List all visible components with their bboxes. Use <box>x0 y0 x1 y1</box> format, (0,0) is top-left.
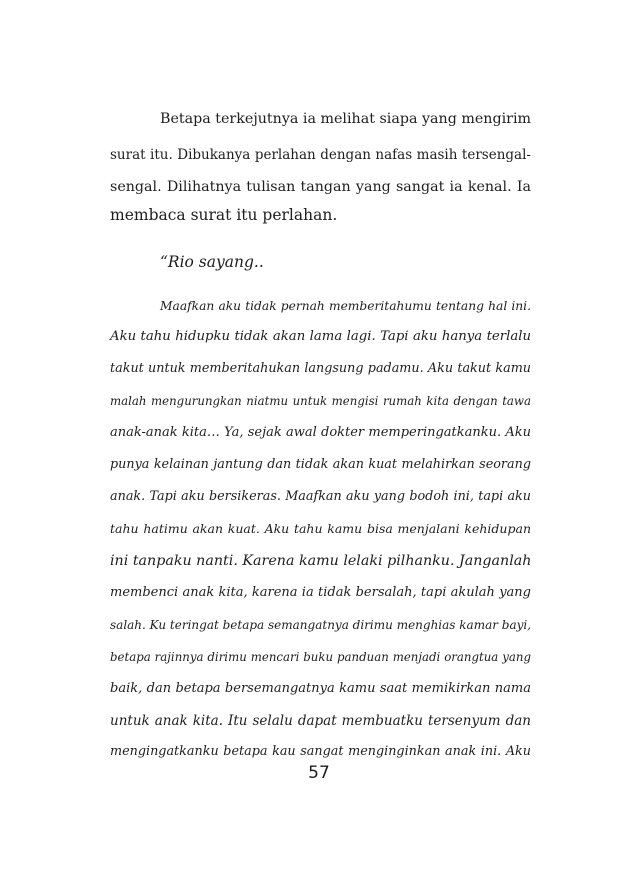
letter-line: mengingatkanku betapa kau sangat menginginkan anak ini. Aku <box>110 744 531 759</box>
letter-line: membenci anak kita, karena ia tidak bersalah, tapi akulah yang <box>110 585 531 600</box>
page-number: 57 <box>308 763 330 783</box>
letter-line: salah. Ku teringat betapa semangatnya dirimu menghias kamar bayi, <box>110 618 532 632</box>
paragraph-line: sengal. Dilihatnya tulisan tangan yang sangat ia kenal. Ia <box>110 179 531 195</box>
letter-line: baik, dan betapa bersemangatnya kamu saat memikirkan nama <box>110 681 531 696</box>
letter-salutation: “Rio sayang.. <box>160 253 264 271</box>
letter-line: punya kelainan jantung dan tidak akan kuat melahirkan seorang <box>110 457 531 472</box>
letter-line: betapa rajinnya dirimu mencari buku panduan menjadi orangtua yang <box>110 650 531 664</box>
letter-line: Aku tahu hidupku tidak akan lama lagi. Tapi aku hanya terlalu <box>110 329 531 344</box>
letter-line: ini tanpaku nanti. Karena kamu lelaki pilhanku. Janganlah <box>110 553 532 569</box>
letter-line: anak. Tapi aku bersikeras. Maafkan aku yang bodoh ini, tapi aku <box>110 489 531 504</box>
letter-line: malah mengurungkan niatmu untuk mengisi rumah kita dengan tawa <box>110 394 531 408</box>
paragraph-line: membaca surat itu perlahan. <box>110 206 338 224</box>
letter-line: anak-anak kita… Ya, sejak awal dokter memperingatkanku. Aku <box>110 425 531 440</box>
letter-line: tahu hatimu akan kuat. Aku tahu kamu bisa menjalani kehidupan <box>110 521 531 536</box>
letter-line: takut untuk memberitahukan langsung padamu. Aku takut kamu <box>110 361 531 376</box>
letter-line: Maafkan aku tidak pernah memberitahumu tentang hal ini. <box>160 299 531 313</box>
paragraph-line: surat itu. Dibukanya perlahan dengan nafas masih tersengal- <box>110 147 531 163</box>
paragraph-line: Betapa terkejutnya ia melihat siapa yang mengirim <box>160 111 532 127</box>
letter-line: untuk anak kita. Itu selalu dapat membuatku tersenyum dan <box>110 713 531 729</box>
